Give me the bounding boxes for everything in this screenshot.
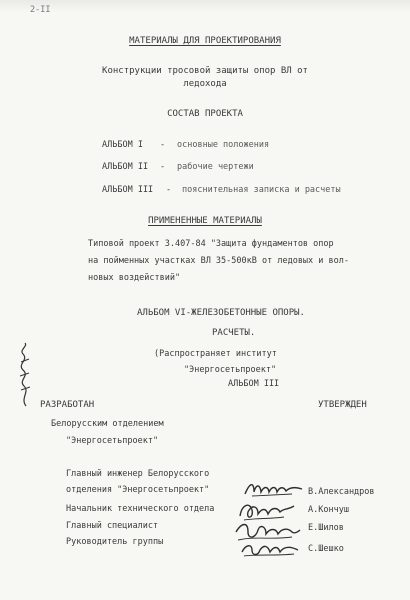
signature-1 [242,478,306,500]
album-2-desc: рабочие чертежи [177,162,254,172]
developer-line-1: Белорусским отделением [51,419,164,429]
developer-line-2: "Энергосетьпроект" [66,436,159,446]
signature-4 [238,538,302,560]
staff-role-4: Главный специалист [66,521,159,531]
staff-name-2: В.Александров [308,487,375,497]
album-3-ref: АЛЬБОМ III [228,379,280,389]
margin-handwriting-signature [14,340,36,410]
title-line-2: Конструкции тросовой защиты опор ВЛ от [102,66,308,76]
album-6-line: АЛЬБОМ VI-ЖЕЛЕЗОБЕТОННЫЕ ОПОРЫ. [137,308,305,318]
institute-line: "Энергосетьпроект" [184,365,277,375]
developed-label: РАЗРАБОТАН [40,400,95,410]
staff-name-4: Е.Шилов [308,523,344,533]
staff-role-5: Руководитель группы [66,537,164,547]
applied-text-line-1: Типовой проект 3.407-84 "Защита фундаментов опор [88,239,334,249]
album-1-dash: - [160,140,166,150]
album-2-label: АЛЬБОМ II [102,162,149,172]
scan-shade [0,0,410,12]
staff-role-1: Главный инженер Белорусского [66,469,210,479]
title-line-3: ледохода [183,79,227,89]
staff-name-5: С.Шешко [308,544,344,554]
staff-role-3: Начальник технического отдела [66,504,215,514]
album-1-desc: основные положения [177,140,270,150]
distributor-line: (Распространяет институт [154,349,277,359]
album-3-desc: пояснительная записка и расчеты [182,185,341,195]
applied-text-line-2: на пойменных участках ВЛ 35-500кВ от ледовых и вол- [88,256,349,266]
applied-heading: ПРИМЕНЕННЫЕ МАТЕРИАЛЫ [148,216,262,226]
album-1-label: АЛЬБОМ I [102,140,143,150]
composition-heading: СОСТАВ ПРОЕКТА [167,109,243,119]
page-mark: 2-II [30,5,51,15]
album-2-dash: - [160,162,166,172]
album-3-dash: - [166,185,172,195]
raschety-line: РАСЧЕТЫ. [212,328,256,338]
staff-name-3: А.Кончуш [308,505,349,515]
staff-role-2: отделения "Энергосетьпроект" [66,485,210,495]
approved-label: УТВЕРЖДЕН [318,400,367,410]
album-3-label: АЛЬБОМ III [102,185,154,195]
applied-text-line-3: новых воздействий" [88,273,181,283]
title-line-1: МАТЕРИАЛЫ ДЛЯ ПРОЕКТИРОВАНИЯ [129,36,281,46]
